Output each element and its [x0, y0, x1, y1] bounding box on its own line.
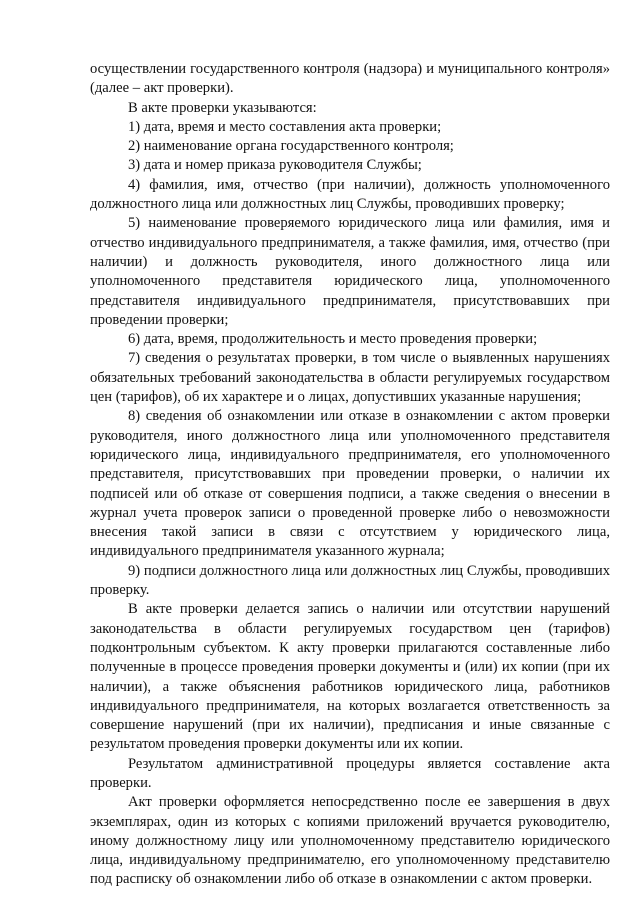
paragraph-violations-record: В акте проверки делается запись о наличии или отсутствии нарушений законодательства в области регулируемых государством цен (тарифов) подконтрольным субъектом. К акту проверки прилагаются составленные либо полученные в процессе проведения проверки документы и (или) их копии (при их наличии), а также объяснения работников юридического лица, работников индивидуального предпринимателя, на которых возлагается ответственность за совершение нарушений (при их наличии), предписания и иные связанные с результатом проведения проверки документы или их копии.: [90, 601, 610, 753]
document-page: [90, 60, 610, 890]
paragraph-continuation: осуществлении государственного контроля (надзора) и муниципального контроля» (далее – акт проверки).: [90, 61, 610, 97]
list-item-6: 6) дата, время, продолжительность и место проведения проверки;: [128, 331, 538, 348]
list-item-8: 8) сведения об ознакомлении или отказе в ознакомлении с актом проверки руководителя, иного должностного лица или уполномоченного представителя юридического лица, индивидуального предпринимателя, его уполномоченного представителя, присутствовавших при проведении проверки, о наличии их подписей или об отказе от совершения подписи, а также сведения о внесении в журнал учета проверок записи о проведенной проверке либо о невозможности внесения такой записи в связи с отсутствием у юридического лица, индивидуального предпринимателя указанного журнала;: [90, 408, 610, 560]
list-item-3: 3) дата и номер приказа руководителя Службы;: [128, 157, 422, 174]
paragraph-procedure-result: Результатом административной процедуры является составление акта проверки.: [90, 755, 610, 791]
paragraph-list-intro: В акте проверки указываются:: [128, 99, 317, 116]
paragraph-act-execution: Акт проверки оформляется непосредственно после ее завершения в двух экземплярах, один из которых с копиями приложений вручается руководителю, иному должностному лицу или уполномоченному представителю юридического лица, индивидуальному предпринимателю, его уполномоченному представителю под расписку об ознакомлении либо об отказе в ознакомлении с актом проверки.: [90, 794, 610, 888]
list-item-2: 2) наименование органа государственного контроля;: [128, 138, 454, 155]
list-item-9: 9) подписи должностного лица или должностных лиц Службы, проводивших проверку.: [90, 562, 610, 599]
list-item-4: 4) фамилия, имя, отчество (при наличии), должность уполномоченного должностного лица или должностных лиц Службы, проводивших проверку;: [90, 176, 610, 213]
list-item-1: 1) дата, время и место составления акта проверки;: [128, 118, 442, 135]
list-item-5: 5) наименование проверяемого юридического лица или фамилия, имя и отчество индивидуального предпринимателя, а также фамилия, имя, отчество (при наличии) и должность руководителя, иного должностного лица или уполномоченного представителя юридического лица, уполномоченного представителя индивидуального предпринимателя, присутствовавших при проведении проверки;: [90, 215, 610, 328]
list-item-7: 7) сведения о результатах проверки, в том числе о выявленных нарушениях обязательных требований законодательства в области регулируемых государством цен (тарифов), об их характере и о лицах, допустивших указанные нарушения;: [90, 350, 610, 406]
